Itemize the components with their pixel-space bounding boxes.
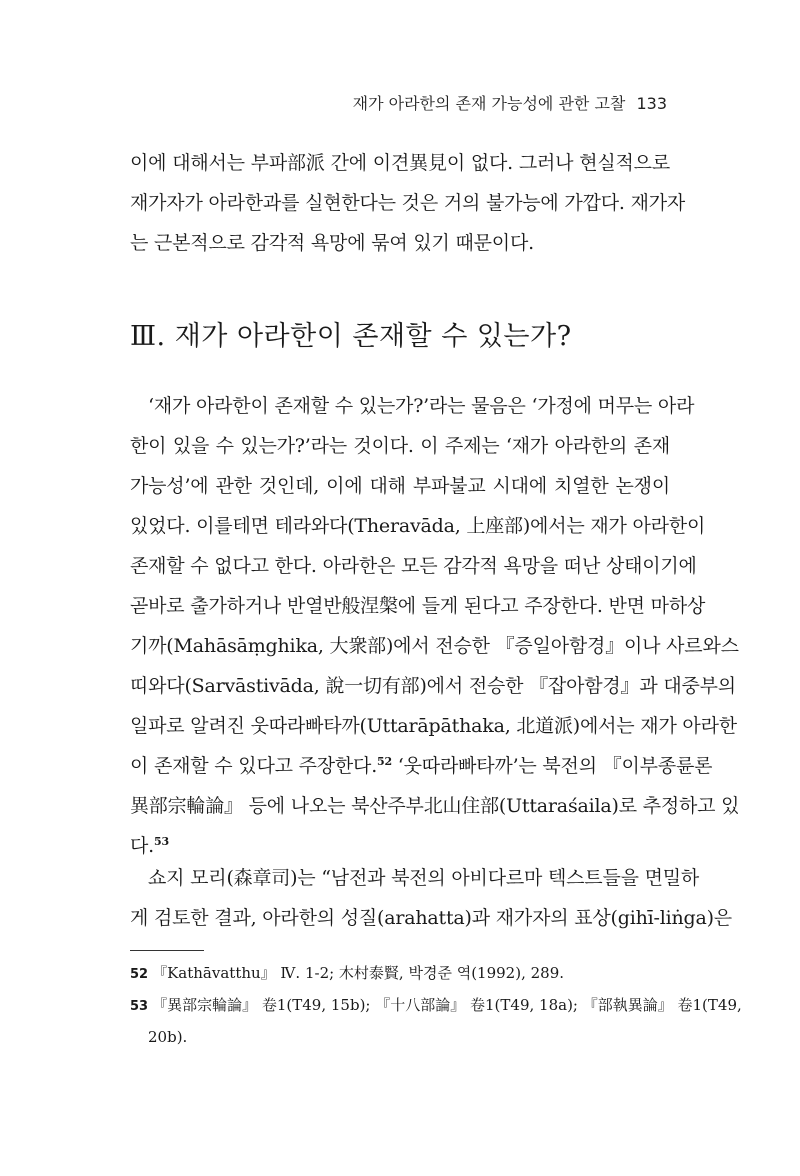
text-line: 이에 대해서는 부파部派 간에 이견異見이 없다. 그러나 현실적으로 [130,152,670,174]
line-text: 다. [130,835,154,857]
text-line: 있었다. 이를테면 테라와다(Theravāda, 上座部)에서는 재가 아라한이 [130,515,706,537]
paragraph-2 [130,386,740,866]
text-line: 가능성’에 관한 것인데, 이에 대해 부파불교 시대에 치열한 논쟁이 [130,475,670,497]
paragraph-3 [130,858,732,938]
footnote-divider [130,950,204,951]
text-line: 일파로 알려진 웃따라빠타까(Uttarāpāthaka, 北道派)에서는 재가 아라한 [130,715,737,737]
text-line: 재가자가 아라한과를 실현한다는 것은 거의 불가능에 가깝다. 재가자 [130,192,686,214]
line-text: 이 존재할 수 있다고 주장한다. [130,755,378,777]
page-number: 133 [636,94,667,113]
footnote-53 [130,990,742,1022]
text-line: 쇼지 모리(森章司)는 “남전과 북전의 아비다르마 텍스트들을 면밀하 [148,867,700,889]
footnote-number: 53 [130,999,149,1014]
text-line: 곧바로 출가하거나 반열반般涅槃에 들게 된다고 주장한다. 반면 마하상 [130,595,706,617]
footnote-53-continuation [130,1022,680,1053]
text-line: 존재할 수 없다고 한다. 아라한은 모든 감각적 욕망을 떠난 상태이기에 [130,555,697,577]
footnote-52 [130,958,680,990]
text-line: 한이 있을 수 있는가?’라는 것이다. 이 주제는 ‘재가 아라한의 존재 [130,435,670,457]
footnote-ref-52[interactable]: 52 [377,755,392,768]
footnote-ref-53[interactable]: 53 [154,835,169,848]
section-heading: Ⅲ. 재가 아라한이 존재할 수 있는가? [130,321,572,352]
footnote-text: 『異部宗輪論』 卷1(T49, 15b); 『十八部論』 卷1(T49, 18a); 『部執異論』 卷1(T49, [152,996,742,1014]
text-line: 는 근본적으로 감각적 욕망에 묶여 있기 때문이다. [130,232,534,254]
paragraph-1 [130,143,686,263]
text-line: 기까(Mahāsāṃghika, 大衆部)에서 전승한 『증일아함경』이나 사르와스 [130,635,739,657]
running-title: 재가 아라한의 존재 가능성에 관한 고찰 [352,94,626,113]
running-header [353,91,667,114]
text-line: 異部宗輪論』 등에 나오는 북산주부北山住部(Uttaraśaila)로 추정하고 있 [130,795,740,817]
text-line: ‘재가 아라한이 존재할 수 있는가?’라는 물음은 ‘가정에 머무는 아라 [148,395,695,417]
footnotes [130,958,742,1053]
footnote-number: 52 [130,967,149,982]
text-line-with-footnote-ref [130,746,713,786]
footnote-text: 『Kathāvatthu』 Ⅳ. 1-2; 木村泰賢, 박경준 역(1992), 289. [152,964,565,982]
text-line: 게 검토한 결과, 아라한의 성질(arahatta)과 재가자의 표상(gihī-liṅga)은 [130,907,732,929]
text-line: 띠와다(Sarvāstivāda, 說一切有部)에서 전승한 『잡아함경』과 대중부의 [130,675,736,697]
line-text: ‘웃따라빠타까’는 북전의 『이부종륜론 [391,755,713,777]
footnote-text: 20b). [148,1028,188,1046]
